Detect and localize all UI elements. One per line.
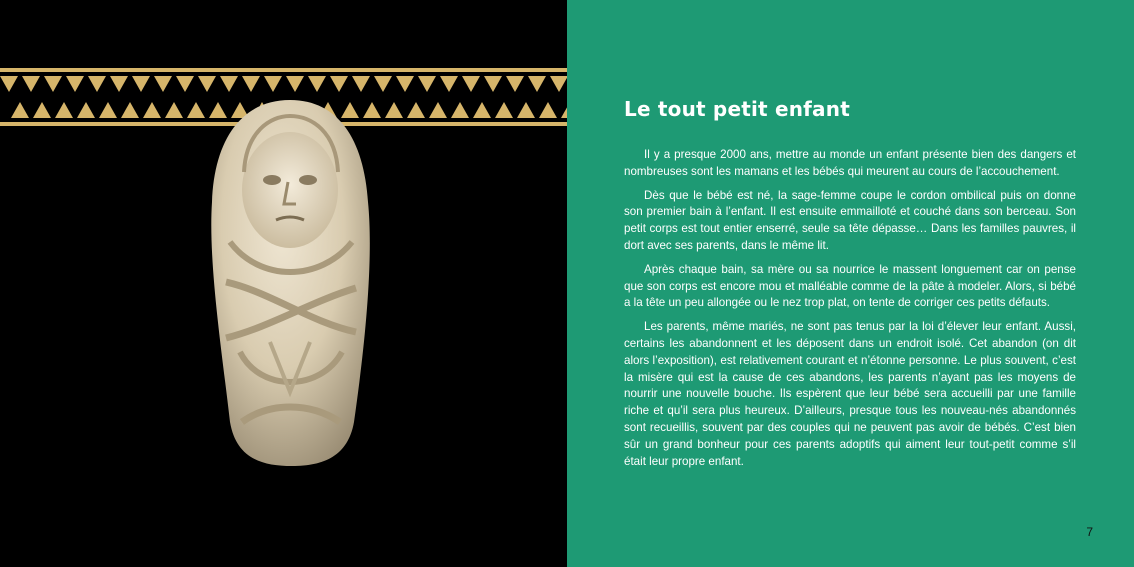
- page-number: 7: [1086, 525, 1093, 539]
- paragraph: Les parents, même mariés, ne sont pas tenus par la loi d’élever leur enfant. Aussi, certains les abandonnent et les déposent dans un endroit isolé. Cet abandon (on dit alors l’exposition), est relativement courant et n’étonne personne. Le plus souvent, c’est la misère qui est la cause de ces abandons, les parents n’ayant pas les moyens de nourrir une nouvelle bouche. Ils espèrent que leur bébé sera accueilli par une famille riche et qu’il sera plus heureux. D’ailleurs, presque tous les nouveau-nés abandonnés sont recueillis, souvent par des couples qui ne peuvent pas avoir de bébés. C’est bien sûr un grand bonheur pour ces parents adoptifs qui aiment leur tout-petit comme s’il était leur propre enfant.: [624, 320, 1076, 468]
- body-text: [624, 147, 1076, 477]
- swaddled-infant-statuette: [200, 92, 380, 472]
- paragraph: Après chaque bain, sa mère ou sa nourrice le massent longuement car on pense que son corps est encore mou et malléable comme de la pâte à modeler. Alors, si bébé a la tête un peu allongée ou le nez trop plat, on tente de corriger ces petits défauts.: [624, 262, 1076, 310]
- paragraph: Il y a presque 2000 ans, mettre au monde un enfant présente bien des dangers et nombreuses sont les mamans et les bébés qui meurent au cours de l’accouchement.: [624, 148, 1076, 178]
- page-title: Le tout petit enfant: [624, 97, 850, 121]
- paragraph: Dès que le bébé est né, la sage-femme coupe le cordon ombilical puis on donne son premier bain à l’enfant. Il est ensuite emmailloté et couché dans son berceau. Son petit corps est tout entier enserré, seule sa tête dépasse… Dans les familles pauvres, il dort avec ses parents, dans le même lit.: [624, 188, 1076, 252]
- text-panel: [567, 0, 1134, 567]
